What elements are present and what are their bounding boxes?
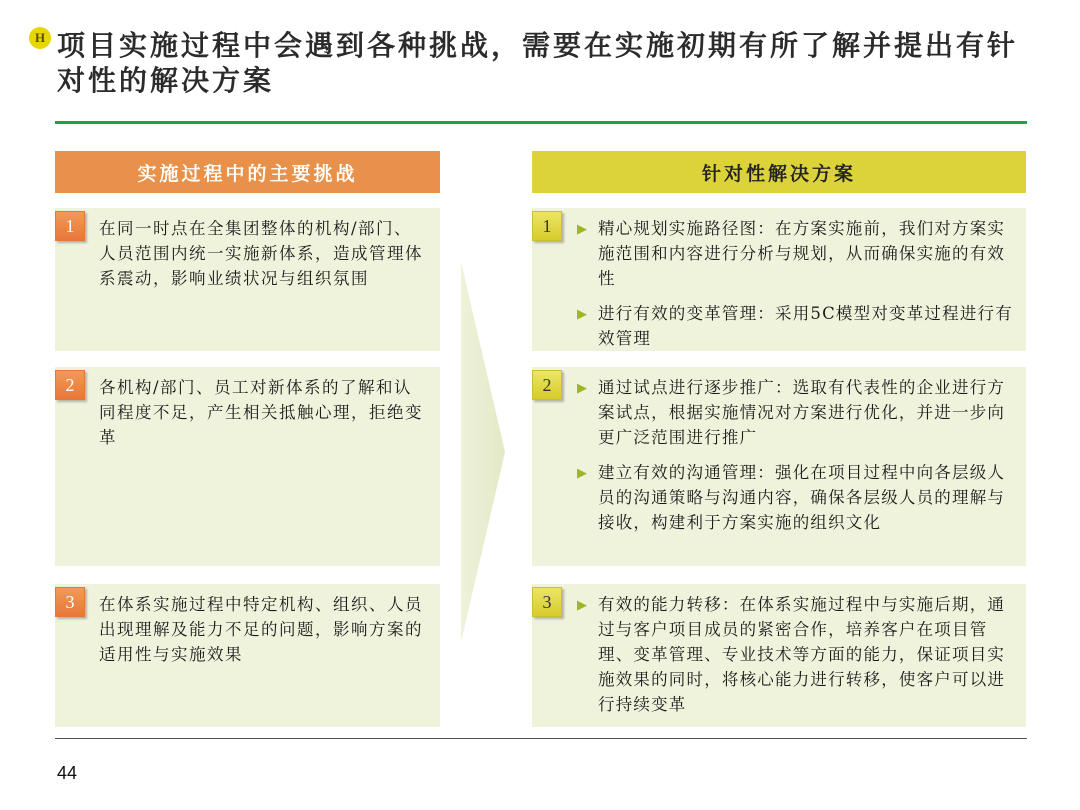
footer-divider: [55, 738, 1027, 739]
solution-bullet: [574, 216, 1014, 291]
challenge-number-badge: 1: [55, 211, 85, 241]
title-underline: [55, 121, 1027, 124]
solution-bullet: [574, 301, 1014, 351]
challenge-text: 在同一时点在全集团整体的机构/部门、人员范围内统一实施新体系，造成管理体系震动，影响业绩状况与组织氛围: [99, 219, 423, 288]
triangle-bullet-icon: ▶: [577, 222, 589, 237]
solution-bullet-text: 进行有效的变革管理：采用5C模型对变革过程进行有效管理: [598, 304, 1013, 348]
solution-bullet: [574, 375, 1014, 450]
solution-bullet-text: 有效的能力转移：在体系实施过程中与实施后期，通过与客户项目成员的紧密合作，培养客户在项目管理、变革管理、专业技术等方面的能力，保证项目实施效果的同时，将核心能力进行转移，使客户可以进行持续变革: [598, 595, 1006, 714]
triangle-bullet-icon: ▶: [577, 466, 589, 481]
page-title: 项目实施过程中会遇到各种挑战，需要在实施初期有所了解并提出有针对性的解决方案: [57, 29, 1019, 97]
logo-badge: H: [29, 27, 51, 49]
challenge-panel-1: [55, 208, 440, 351]
solution-bullet-text: 建立有效的沟通管理：强化在项目过程中向各层级人员的沟通策略与沟通内容，确保各层级人员的理解与接收，构建利于方案实施的组织文化: [598, 463, 1006, 532]
page-number: 44: [57, 763, 78, 783]
right-arrow-icon: [459, 262, 507, 642]
solution-number-badge: 2: [532, 370, 562, 400]
solution-bullet-text: 通过试点进行逐步推广：选取有代表性的企业进行方案试点，根据实施情况对方案进行优化，并进一步向更广泛范围进行推广: [598, 378, 1006, 447]
challenge-text: 在体系实施过程中特定机构、组织、人员出现理解及能力不足的问题，影响方案的适用性与实施效果: [99, 595, 423, 664]
triangle-bullet-icon: ▶: [577, 381, 589, 396]
solution-panel-1: [532, 208, 1026, 351]
challenge-panel-2: [55, 367, 440, 566]
triangle-bullet-icon: ▶: [577, 307, 589, 322]
solution-number-badge: 1: [532, 211, 562, 241]
challenge-number-badge: 3: [55, 587, 85, 617]
solution-panel-3: [532, 584, 1026, 727]
challenges-header: 实施过程中的主要挑战: [55, 151, 440, 193]
solution-bullet-text: 精心规划实施路径图：在方案实施前，我们对方案实施范围和内容进行分析与规划，从而确保实施的有效性: [598, 219, 1006, 288]
solutions-header: 针对性解决方案: [532, 151, 1026, 193]
solution-bullet: [574, 460, 1014, 535]
solution-number-badge: 3: [532, 587, 562, 617]
challenge-text: 各机构/部门、员工对新体系的了解和认同程度不足，产生相关抵触心理，拒绝变革: [99, 378, 423, 447]
challenge-number-badge: 2: [55, 370, 85, 400]
solution-panel-2: [532, 367, 1026, 566]
solution-bullet: [574, 592, 1014, 717]
triangle-bullet-icon: ▶: [577, 598, 589, 613]
challenge-panel-3: [55, 584, 440, 727]
